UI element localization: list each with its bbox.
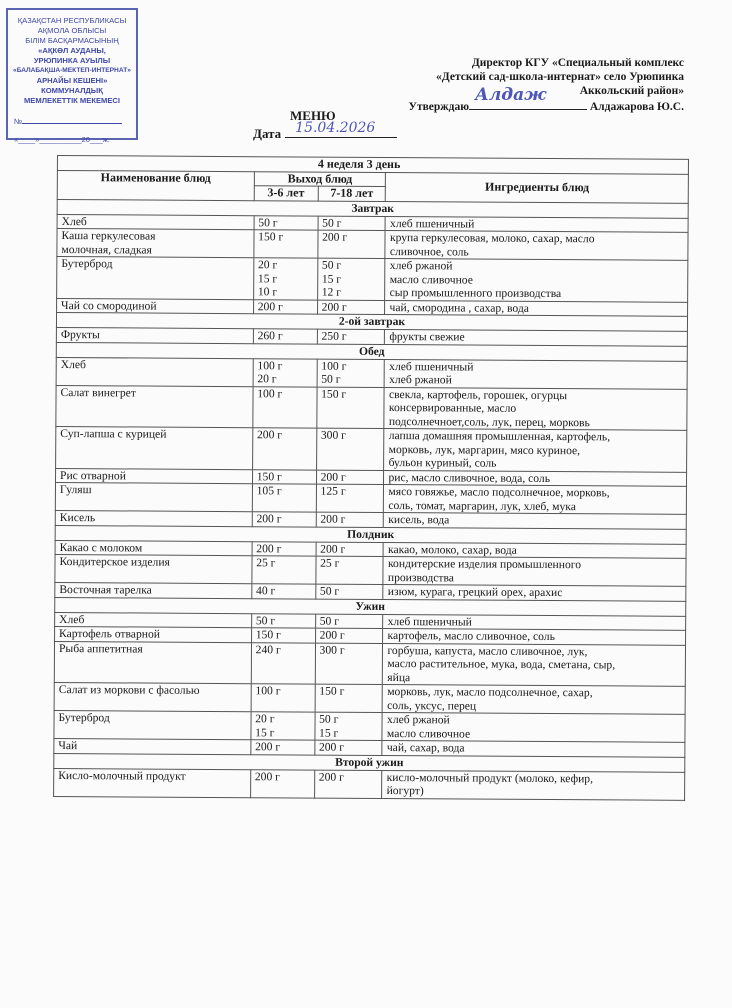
- approval-line-2: «Детский сад-школа-интернат» село Урюпинка: [436, 71, 684, 83]
- page-title: МЕНЮ: [290, 108, 336, 123]
- ingredients: чай, сахар, вода: [382, 740, 685, 756]
- col-header-ingredients: Ингредиенты блюд: [386, 172, 689, 203]
- date-field: [285, 120, 397, 138]
- qty-7-18: 200 г: [316, 512, 384, 527]
- table-row: [57, 229, 688, 261]
- dish-name: Хлеб: [57, 214, 254, 230]
- ingredients: мясо говяжье, масло подсолнечное, морковь, соль, томат, маргарин, лук, хлеб, мука: [384, 485, 687, 515]
- section-title: Второй ужин: [54, 753, 685, 772]
- ingredients: какао, молоко, сахар, вода: [384, 542, 687, 558]
- qty-7-18: 250 г: [317, 329, 385, 344]
- qty-3-6: 50 г: [251, 613, 315, 628]
- dish-name: Фрукты: [56, 327, 253, 343]
- official-stamp: [6, 8, 138, 144]
- ingredients: хлеб ржаной масло сливочное: [382, 712, 685, 742]
- ingredients: свекла, картофель, горошек, огурцы консервированные, масло подсолнечноет,соль, лук, перец, морковь: [384, 387, 687, 430]
- ingredients: крупа геркулесовая, молоко, сахар, масло сливочное, соль: [385, 231, 688, 261]
- table-row: [54, 710, 685, 742]
- qty-7-18: 125 г: [316, 484, 384, 512]
- dish-name: Рыба аппетитная: [54, 641, 251, 684]
- stamp-date-field: «____»__________20___ж.: [14, 135, 110, 144]
- table-row: [54, 682, 685, 714]
- dish-name: Восточная тарелка: [55, 582, 252, 598]
- col-header-name: Наименование блюд: [57, 170, 254, 200]
- qty-7-18: 200 г: [316, 542, 384, 557]
- stamp-number-label: №: [14, 117, 23, 126]
- dish-name: Картофель отварной: [55, 626, 252, 642]
- qty-7-18: 50 г: [315, 614, 383, 629]
- ingredients: хлеб ржаной масло сливочное сыр промышленного производства: [385, 259, 688, 302]
- qty-7-18: 200 г: [316, 470, 384, 485]
- dish-name: Чай со смородиной: [57, 298, 254, 314]
- signer-name: Алдажарова Ю.С.: [589, 101, 684, 113]
- stamp-number-field: [8, 116, 136, 127]
- dish-name: Салат из моркови с фасолью: [54, 682, 251, 711]
- qty-7-18: 200 г: [314, 770, 382, 798]
- stamp-line: АҚМОЛА ОБЛЫСЫ: [37, 26, 107, 35]
- ingredients: кисло-молочный продукт (молоко, кефир, йогурт): [382, 770, 685, 800]
- section-title: Завтрак: [57, 199, 688, 218]
- dish-name: Бутерброд: [54, 710, 251, 739]
- qty-7-18: 200 г: [317, 230, 385, 258]
- dish-name: Кондитерское изделия: [55, 554, 252, 583]
- ingredients: кисель, вода: [384, 513, 687, 529]
- dish-name: Кисло-молочный продукт: [54, 768, 251, 797]
- table-row: [54, 641, 685, 686]
- dish-name: Каша геркулесовая молочная, сладкая: [57, 229, 254, 258]
- qty-7-18: 200 г: [317, 300, 385, 315]
- table-row: [54, 768, 685, 800]
- dish-name: Хлеб: [56, 357, 253, 386]
- qty-7-18: 100 г 50 г: [317, 359, 385, 387]
- table-row: [56, 357, 687, 389]
- approve-label: Утверждаю: [408, 101, 469, 113]
- qty-3-6: 150 г: [251, 628, 315, 643]
- section-title: 2-ой завтрак: [56, 313, 687, 332]
- ingredients: хлеб пшеничный: [383, 614, 686, 630]
- qty-3-6: 200 г: [250, 769, 314, 797]
- dish-name: Кисель: [55, 510, 252, 526]
- dish-name: Хлеб: [55, 612, 252, 628]
- stamp-line: «АҚКӨЛ АУДАНЫ,: [38, 46, 106, 55]
- stamp-line: УРЮПИНКА АУЫЛЫ: [33, 56, 111, 65]
- stamp-line: АРНАЙЫ КЕШЕНІ»: [36, 76, 108, 85]
- col-header-output: Выход блюд: [254, 171, 386, 186]
- qty-7-18: 300 г: [315, 643, 383, 685]
- qty-3-6: 240 г: [251, 642, 315, 684]
- table-row: [56, 426, 687, 471]
- stamp-line: БІЛІМ БАСҚАРМАСЫНЫҢ: [25, 36, 119, 45]
- ingredients: морковь, лук, масло подсолнечное, сахар, соль, уксус, перец: [383, 684, 686, 714]
- qty-3-6: 200 г: [252, 428, 316, 470]
- qty-7-18: 200 г: [314, 740, 382, 755]
- qty-3-6: 200 г: [252, 512, 316, 527]
- qty-3-6: 150 г: [252, 469, 316, 484]
- dish-name: Чай: [54, 738, 251, 754]
- qty-3-6: 200 г: [251, 740, 315, 755]
- dish-name: Суп-лапша с курицей: [56, 426, 253, 469]
- qty-3-6: 150 г: [254, 230, 318, 258]
- handwritten-signature: Алдаж: [475, 85, 547, 105]
- ingredients: фрукты свежие: [385, 330, 688, 346]
- qty-7-18: 50 г: [315, 584, 383, 599]
- qty-3-6: 100 г 20 г: [253, 358, 317, 386]
- table-row: [55, 554, 686, 586]
- qty-3-6: 25 г: [252, 556, 316, 584]
- stamp-line: ҚАЗАҚСТАН РЕСПУБЛИКАСЫ: [17, 16, 127, 25]
- dish-name: Гуляш: [55, 482, 252, 511]
- date-row: [253, 120, 397, 142]
- qty-7-18: 150 г: [315, 684, 383, 712]
- qty-3-6: 100 г: [251, 684, 315, 712]
- col-header-age-3-6: 3-6 лет: [254, 186, 318, 201]
- qty-3-6: 40 г: [251, 584, 315, 599]
- stamp-line: «БАЛАБАҚША-МЕКТЕП-ИНТЕРНАТ»: [13, 67, 131, 74]
- table-row: [57, 257, 688, 302]
- approval-block: [394, 56, 684, 114]
- dish-name: Бутерброд: [57, 257, 254, 300]
- col-header-age-7-18: 7-18 лет: [318, 186, 386, 201]
- qty-3-6: 200 г: [253, 299, 317, 314]
- section-title: Полдник: [55, 525, 686, 544]
- dish-name: Салат винегрет: [56, 385, 253, 428]
- stamp-line: МЕМЛЕКЕТТІК МЕКЕМЕСІ: [23, 96, 121, 105]
- qty-7-18: 150 г: [316, 387, 384, 429]
- qty-7-18: 200 г: [315, 628, 383, 643]
- date-label: Дата: [253, 126, 282, 141]
- section-title: Обед: [56, 342, 687, 361]
- approval-line-3: Аккольский район»: [579, 85, 684, 97]
- ingredients: кондитерские изделия промышленного производства: [383, 557, 686, 587]
- qty-3-6: 200 г: [252, 541, 316, 556]
- table-row: [55, 482, 686, 514]
- section-title: Ужин: [55, 597, 686, 616]
- approval-line-1: Директор КГУ «Специальный комплекс: [471, 57, 684, 69]
- ingredients: картофель, масло сливочное, соль: [383, 629, 686, 645]
- ingredients: чай, смородина , сахар, вода: [385, 300, 688, 316]
- date-value: 15.04.2026: [295, 120, 376, 136]
- dish-name: Какао с молоком: [55, 540, 252, 556]
- ingredients: хлеб пшеничный хлеб ржаной: [385, 359, 688, 389]
- ingredients: лапша домашняя промышленная, картофель, морковь, лук, маргарин, мясо куриное, бульон куриный, соль: [384, 429, 687, 472]
- qty-3-6: 50 г: [254, 215, 318, 230]
- ingredients: горбуша, капуста, масло сливочное, лук, масло растительное, мука, вода, сметана, сыр, яйца: [383, 643, 686, 686]
- qty-7-18: 300 г: [316, 428, 384, 470]
- qty-7-18: 25 г: [315, 556, 383, 584]
- ingredients: хлеб пшеничный: [386, 216, 689, 232]
- qty-7-18: 50 г 15 г 12 г: [317, 258, 385, 300]
- qty-3-6: 260 г: [253, 329, 317, 344]
- signature-line: [469, 85, 587, 110]
- dish-name: Рис отварной: [55, 468, 252, 484]
- qty-3-6: 105 г: [252, 484, 316, 512]
- qty-3-6: 100 г: [253, 386, 317, 428]
- table-row: [56, 385, 687, 430]
- qty-7-18: 50 г 15 г: [315, 712, 383, 740]
- ingredients: изюм, курага, грецкий орех, арахис: [383, 585, 686, 601]
- menu-table: [53, 155, 689, 800]
- week-day-heading: 4 неделя 3 день: [57, 156, 688, 174]
- stamp-line: КОММУНАЛДЫҚ: [41, 86, 103, 95]
- qty-7-18: 50 г: [318, 216, 386, 231]
- qty-3-6: 20 г 15 г 10 г: [253, 258, 317, 300]
- qty-3-6: 20 г 15 г: [251, 712, 315, 740]
- ingredients: рис, масло сливочное, вода, соль: [384, 470, 687, 486]
